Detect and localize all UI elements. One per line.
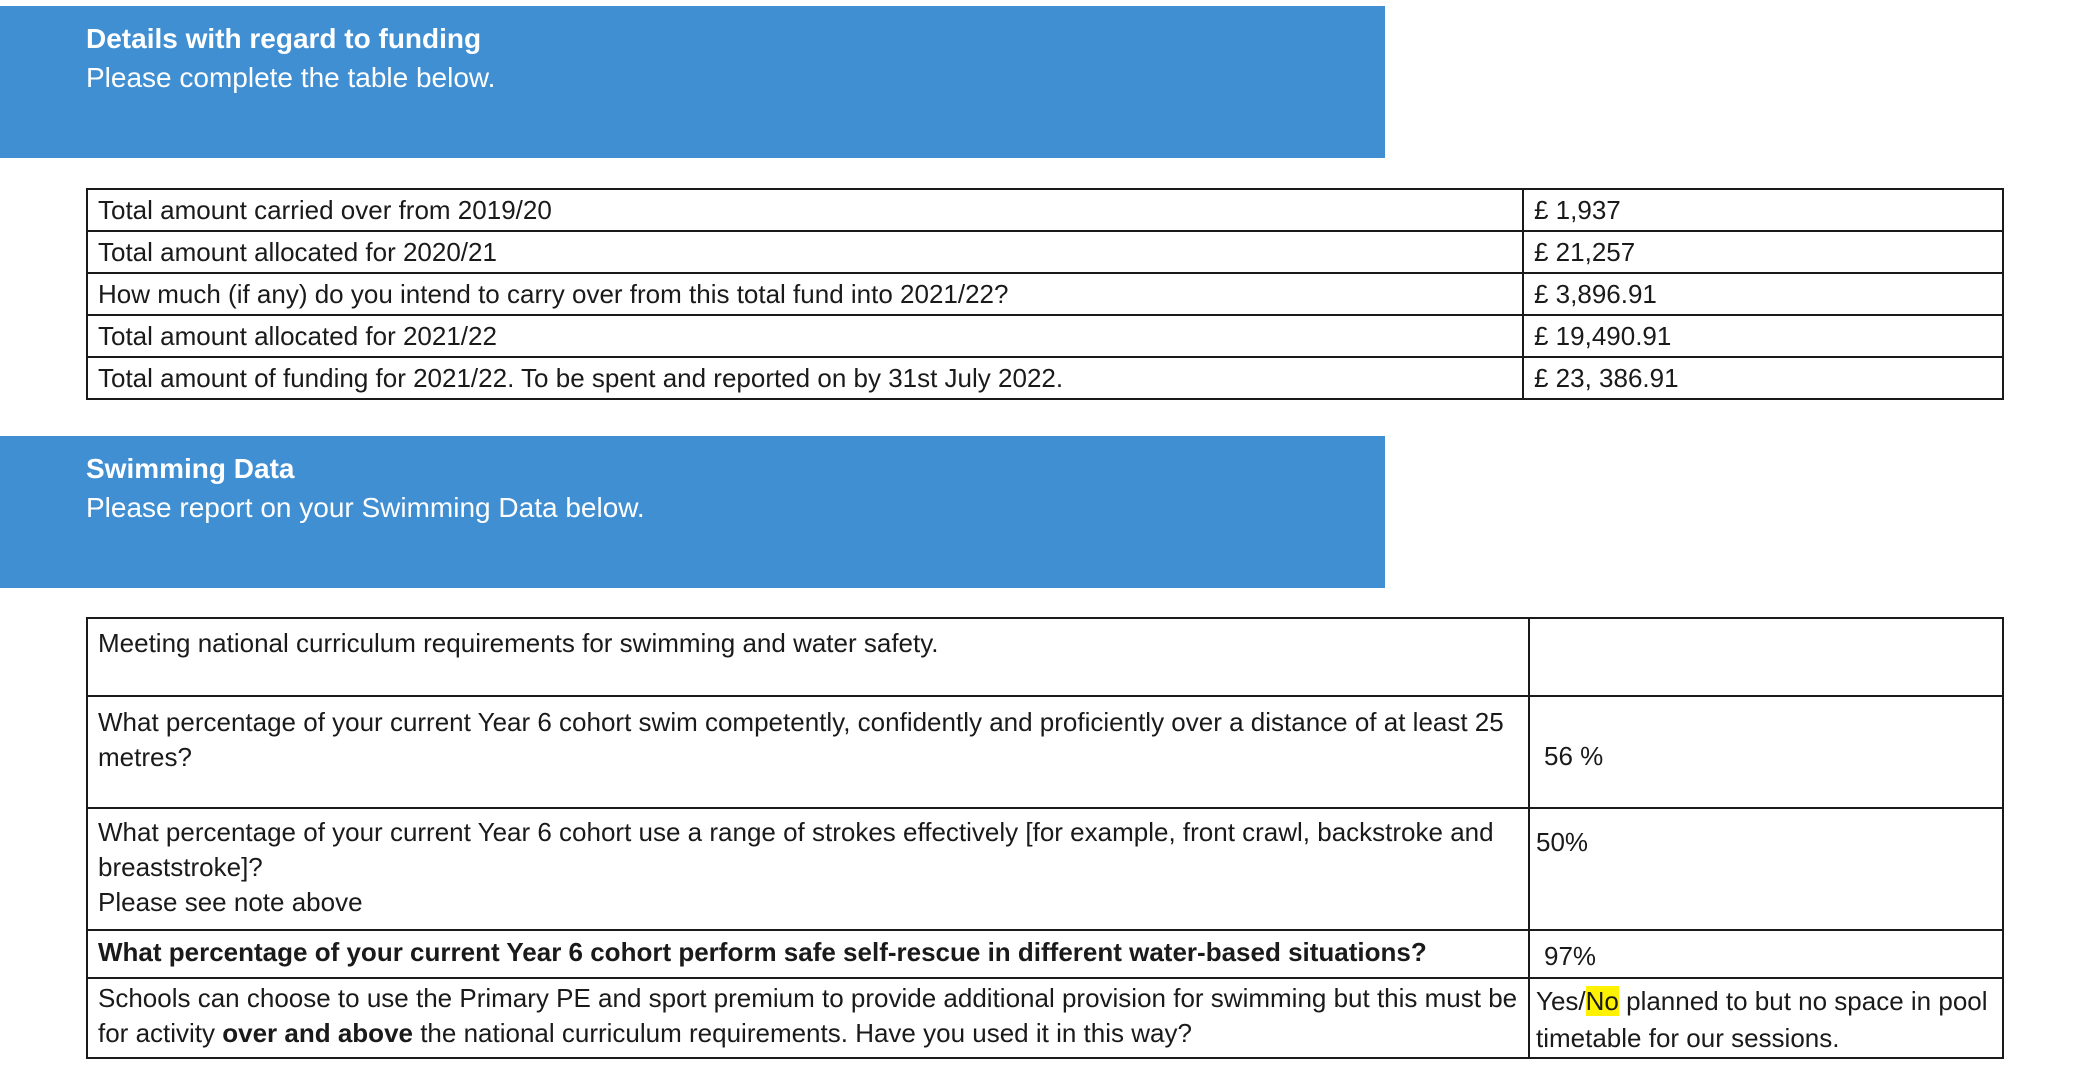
swimming-question: Meeting national curriculum requirements for swimming and water safety. <box>87 618 1529 696</box>
swimming-answer[interactable]: 50% <box>1529 808 2003 930</box>
swimming-question <box>87 808 1529 930</box>
question-text-emphasis: over and above <box>222 1018 413 1048</box>
funding-section-title: Details with regard to funding <box>86 23 482 54</box>
funding-section-banner <box>0 6 1385 158</box>
answer-prefix: Yes/ <box>1536 986 1586 1016</box>
swimming-section-title: Swimming Data <box>86 453 295 484</box>
swimming-answer[interactable] <box>1529 978 2003 1058</box>
swimming-answer[interactable] <box>1529 618 2003 696</box>
funding-label: Total amount of funding for 2021/22. To be spent and reported on by 31st July 2022. <box>87 357 1523 399</box>
table-row <box>87 930 2003 978</box>
table-row <box>87 231 2003 273</box>
funding-label: Total amount allocated for 2021/22 <box>87 315 1523 357</box>
table-row <box>87 978 2003 1058</box>
question-text-part2: the national curriculum requirements. Have you used it in this way? <box>412 1018 1192 1048</box>
table-row <box>87 696 2003 808</box>
swimming-question <box>87 978 1529 1058</box>
swimming-question: What percentage of your current Year 6 cohort perform safe self-rescue in different water-based situations? <box>87 930 1529 978</box>
answer-highlighted-choice: No <box>1585 986 1619 1016</box>
funding-label: How much (if any) do you intend to carry over from this total fund into 2021/22? <box>87 273 1523 315</box>
swimming-question-note: Please see note above <box>98 887 363 917</box>
funding-label: Total amount carried over from 2019/20 <box>87 189 1523 231</box>
swimming-table <box>86 617 2004 1059</box>
funding-table <box>86 188 2004 400</box>
funding-value[interactable]: £ 21,257 <box>1523 231 2003 273</box>
swimming-answer[interactable]: 97% <box>1529 930 2003 978</box>
funding-value[interactable]: £ 19,490.91 <box>1523 315 2003 357</box>
table-row <box>87 808 2003 930</box>
swimming-section-subtitle: Please report on your Swimming Data below. <box>86 492 645 523</box>
table-row <box>87 189 2003 231</box>
swimming-question-text: What percentage of your current Year 6 cohort use a range of strokes effectively [for example, front crawl, backstroke and breaststroke]? <box>98 817 1494 882</box>
swimming-section-banner <box>0 436 1385 588</box>
funding-value[interactable]: £ 3,896.91 <box>1523 273 2003 315</box>
swimming-answer[interactable]: 56 % <box>1529 696 2003 808</box>
table-row <box>87 618 2003 696</box>
question-text-part1: Schools can choose to use the Primary PE and sport premium to provide additional provision for swimming but this must be for activity <box>98 983 1518 1048</box>
funding-value[interactable]: £ 1,937 <box>1523 189 2003 231</box>
table-row <box>87 273 2003 315</box>
answer-text: planned to but no space in pool timetable for our sessions. <box>1536 986 1988 1053</box>
funding-value[interactable]: £ 23, 386.91 <box>1523 357 2003 399</box>
table-row <box>87 357 2003 399</box>
table-row <box>87 315 2003 357</box>
funding-label: Total amount allocated for 2020/21 <box>87 231 1523 273</box>
funding-section-subtitle: Please complete the table below. <box>86 62 496 93</box>
swimming-question: What percentage of your current Year 6 cohort swim competently, confidently and proficiently over a distance of at least 25 metres? <box>87 696 1529 808</box>
